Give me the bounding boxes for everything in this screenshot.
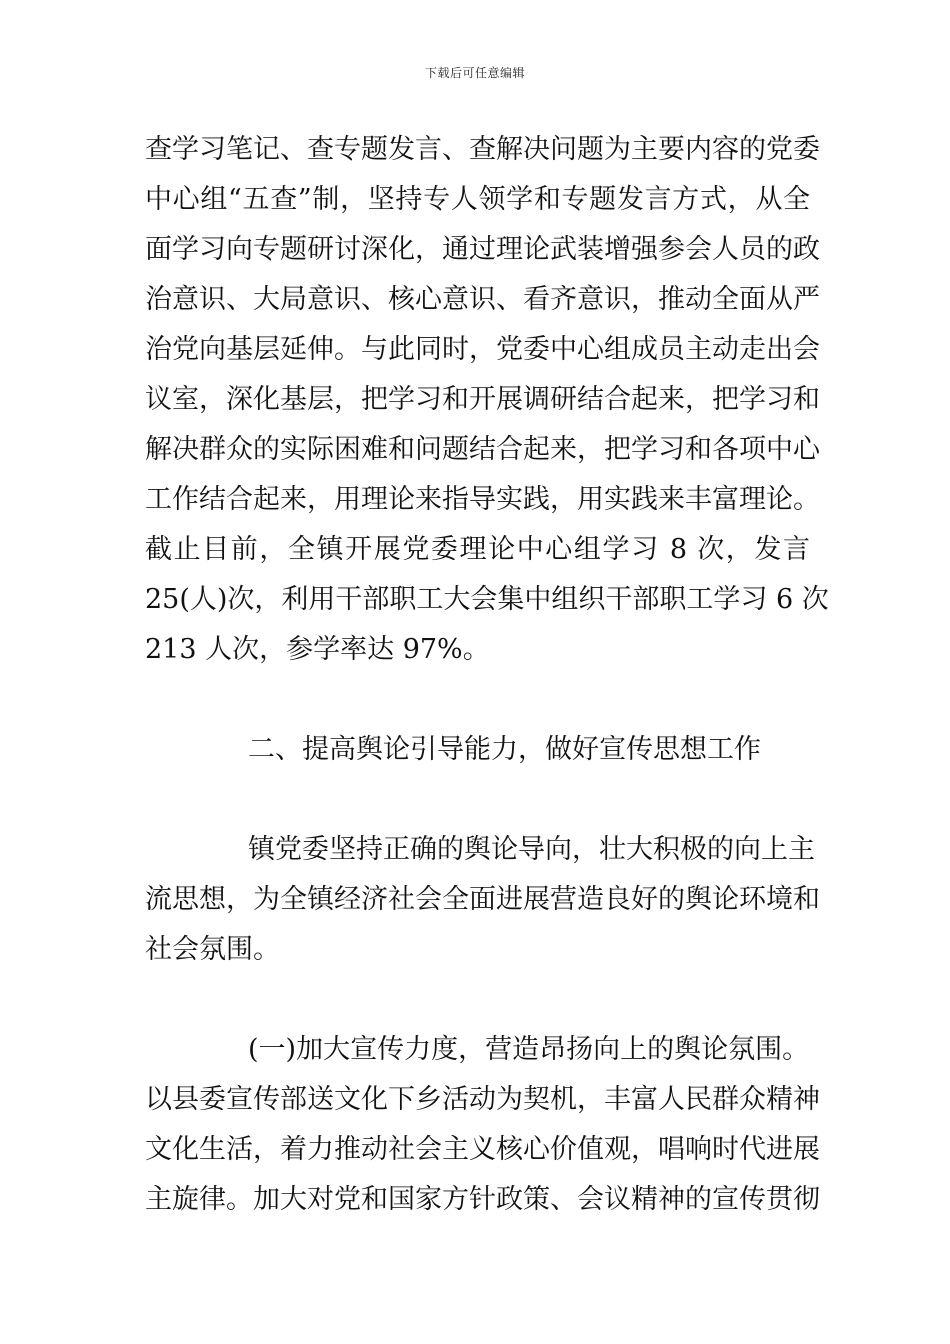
paragraph-line: 解决群众的实际困难和问题结合起来，把学习和各项中心	[145, 434, 820, 465]
paragraph-line: 镇党委坚持正确的舆论导向，壮大积极的向上主	[248, 834, 815, 865]
paragraph-line: 治意识、大局意识、核心意识、看齐意识，推动全面从严	[145, 284, 820, 315]
paragraph-line: 治党向基层延伸。与此同时，党委中心组成员主动走出会	[145, 334, 820, 365]
paragraph-line: 流思想，为全镇经济社会全面进展营造良好的舆论环境和	[145, 884, 820, 915]
page-header: 下载后可任意编辑	[424, 66, 525, 80]
subsection-heading: (一)加大宣传力度，营造昂扬向上的舆论氛围。	[248, 1034, 810, 1065]
paragraph-line: 主旋律。加大对党和国家方针政策、会议精神的宣传贯彻	[145, 1184, 820, 1215]
paragraph-line: 面学习向专题研讨深化，通过理论武装增强参会人员的政	[145, 234, 820, 265]
paragraph-line: 截止目前，全镇开展党委理论中心组学习 8 次，发言	[145, 534, 810, 565]
paragraph-line: 查学习笔记、查专题发言、查解决问题为主要内容的党委	[145, 134, 820, 165]
paragraph-line: 议室，深化基层，把学习和开展调研结合起来，把学习和	[145, 384, 820, 415]
paragraph-line: 文化生活，着力推动社会主义核心价值观，唱响时代进展	[145, 1134, 820, 1165]
paragraph-line: 以县委宣传部送文化下乡活动为契机，丰富人民群众精神	[145, 1084, 820, 1115]
paragraph-line: 中心组“五查”制，坚持专人领学和专题发言方式，从全	[145, 184, 810, 215]
paragraph-line: 213 人次，参学率达 97%。	[145, 634, 490, 665]
paragraph-line: 社会氛围。	[145, 934, 280, 965]
paragraph-line: 25(人)次，利用干部职工大会集中组织干部职工学习 6 次	[145, 584, 829, 615]
paragraph-line: 工作结合起来，用理论来指导实践，用实践来丰富理论。	[145, 484, 820, 515]
section-heading: 二、提高舆论引导能力，做好宣传思想工作	[248, 734, 761, 765]
